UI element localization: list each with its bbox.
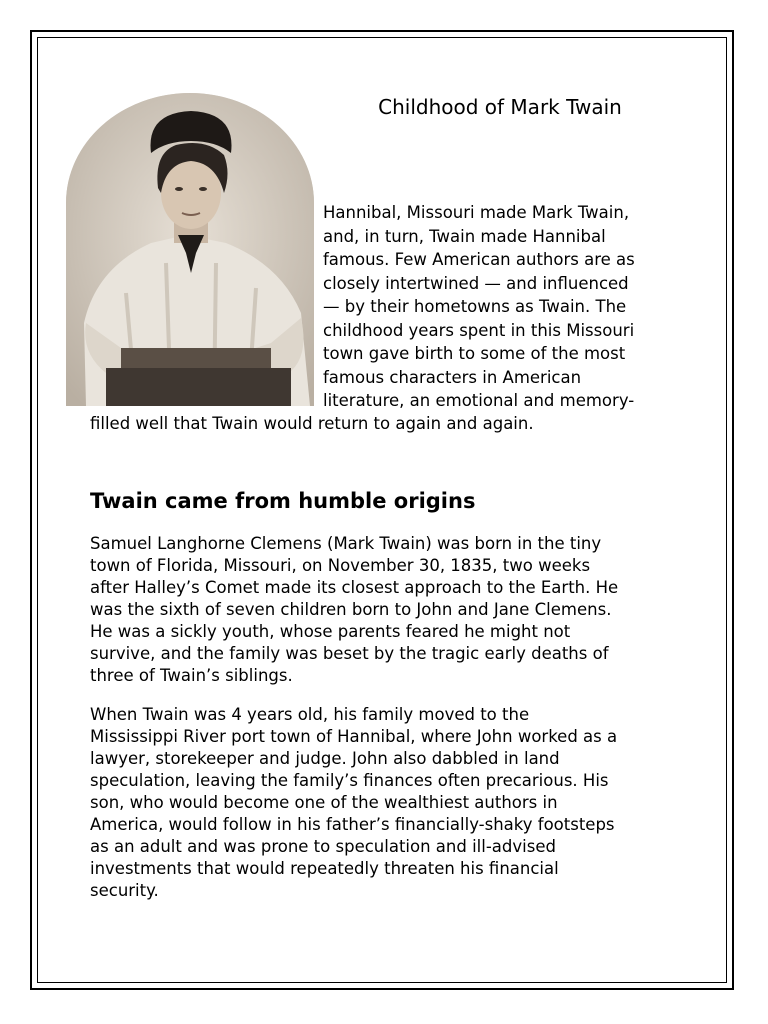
paragraph-line: America, would follow in his father’s financially-shaky footsteps [90,815,615,834]
paragraph-line: son, who would become one of the wealthiest authors in [90,793,558,812]
paragraph-line: lawyer, storekeeper and judge. John also dabbled in land [90,749,560,768]
portrait-photo [66,93,314,406]
paragraph-line: investments that would repeatedly threaten his financial [90,859,559,878]
intro-line: famous. Few American authors are as [323,250,635,269]
paragraph-birth [90,533,690,687]
intro-paragraph [323,201,673,413]
paragraph-line: as an adult and was prone to speculation and ill-advised [90,837,556,856]
paragraph-line: speculation, leaving the family’s finances often precarious. His [90,771,609,790]
paragraph-line: Samuel Langhorne Clemens (Mark Twain) was born in the tiny [90,534,602,553]
page-title: Childhood of Mark Twain [378,95,622,119]
intro-line: Hannibal, Missouri made Mark Twain, [323,203,630,222]
intro-line: — by their hometowns as Twain. The [323,297,627,316]
intro-line: and, in turn, Twain made Hannibal [323,226,606,246]
section-heading: Twain came from humble origins [90,489,476,513]
paragraph-line: was the sixth of seven children born to John and Jane Clemens. [90,600,612,619]
paragraph-line: When Twain was 4 years old, his family moved to the [90,705,530,724]
paragraph-line: three of Twain’s siblings. [90,666,293,685]
paragraph-line: town of Florida, Missouri, on November 30, 1835, two weeks [90,556,591,575]
paragraph-line: He was a sickly youth, whose parents feared he might not [90,622,571,641]
intro-line: closely intertwined — and influenced [323,273,629,293]
intro-line: town gave birth to some of the most [323,344,626,363]
paragraph-hannibal [90,704,690,902]
paragraph-line: after Halley’s Comet made its closest approach to the Earth. He [90,578,619,597]
intro-line-tail: filled well that Twain would return to again and again. [90,414,534,433]
intro-line: childhood years spent in this Missouri [323,320,635,340]
intro-line: literature, an emotional and memory- [323,391,635,410]
paragraph-line: Mississippi River port town of Hannibal, where John worked as a [90,727,618,746]
paragraph-line: security. [90,881,159,900]
intro-line: famous characters in American [323,367,582,387]
paragraph-line: survive, and the family was beset by the tragic early deaths of [90,644,609,663]
